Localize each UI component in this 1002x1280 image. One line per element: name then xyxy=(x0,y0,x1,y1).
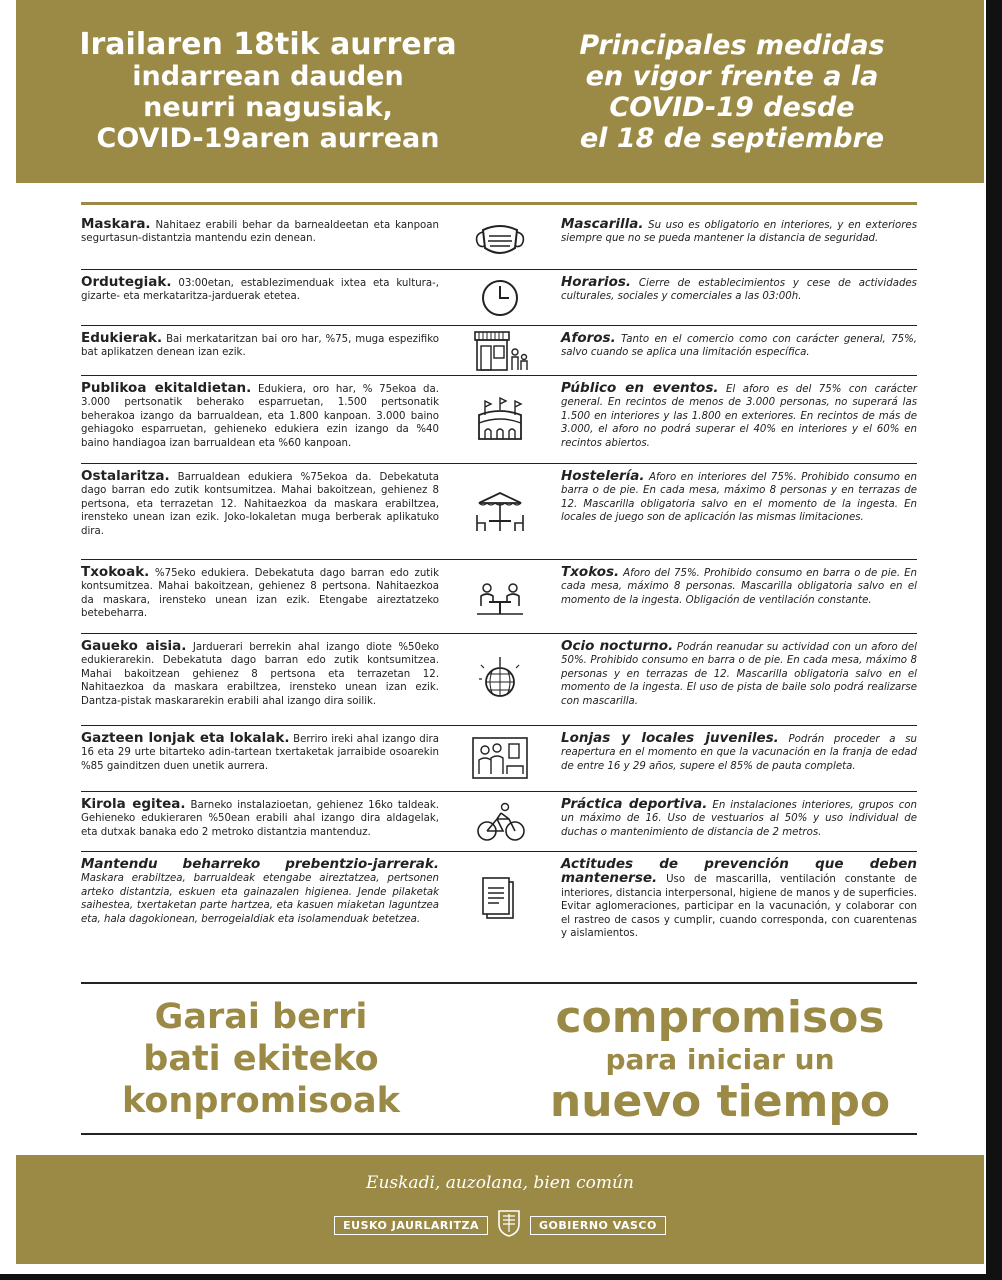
measure-body-es: El aforo es del 75% con carácter general. En recintos de menos de 3.000 personas, no superará las 1.500 en interiores y las 1.800 en exteriores. En recintos de más de 3.000, el aforo no podrá superar el 40% en interiores y el 60% en recintos abiertos. xyxy=(561,384,917,449)
measure-row xyxy=(81,376,917,464)
measure-body-es: Podrán proceder a su reapertura en el momento en que la vacunación en la franja de edad de entre 16 y 29 años, supere el 85% de pauta completa. xyxy=(561,734,918,772)
header-eu-line-4: COVID-19aren aurrean xyxy=(96,123,440,154)
measure-text-es xyxy=(561,792,917,851)
measure-body-es: Cierre de establecimientos y cese de actividades culturales, sociales y comerciales a las 03:00h. xyxy=(561,278,917,303)
header-banner xyxy=(16,0,984,183)
basque-government-shield-icon xyxy=(496,1208,522,1242)
table-people-icon xyxy=(439,560,561,633)
measure-text-es xyxy=(561,270,917,325)
measure-text-eu xyxy=(81,326,439,375)
slogan-eu-line-3: konpromisoak xyxy=(122,1081,400,1121)
footer-banner xyxy=(16,1155,984,1264)
slogan-es xyxy=(540,992,900,1128)
measure-title-es: Práctica deportiva. xyxy=(561,796,708,812)
measure-row xyxy=(81,212,917,270)
measure-row xyxy=(81,634,917,726)
measure-title-es: Aforos. xyxy=(561,330,616,346)
header-eu-line-2: indarrean dauden xyxy=(132,61,404,92)
measure-body-es: Tanto en el comercio como con carácter general, 75%, salvo cuando se aplica una limitación específica. xyxy=(561,334,917,359)
bottom-divider xyxy=(81,1133,917,1135)
measure-text-es xyxy=(561,376,917,463)
youth-venue-icon xyxy=(439,726,561,791)
header-title-es xyxy=(500,0,984,183)
header-eu-line-3: neurri nagusiak, xyxy=(143,92,393,123)
header-title-eu xyxy=(16,0,500,183)
measure-row xyxy=(81,726,917,792)
measure-text-eu xyxy=(81,560,439,633)
measure-text-eu xyxy=(81,726,439,791)
measure-title-es: Público en eventos. xyxy=(561,380,719,396)
measure-title-eu: Ostalaritza. xyxy=(81,468,170,484)
measure-title-eu: Maskara. xyxy=(81,216,151,232)
measure-body-eu: Barneko instalazioetan, gehienez 16ko taldeak. Gehieneko edukieraren %50ean erabili ahal izango dira aldagelak, eta dutxak banaka edo 2 metroko distantzia mantenduz. xyxy=(81,800,439,838)
measure-text-eu xyxy=(81,792,439,851)
header-es-line-2: en vigor frente a la xyxy=(585,60,879,92)
measure-text-eu xyxy=(81,376,439,463)
government-logo xyxy=(16,1208,984,1242)
cyclist-icon xyxy=(439,792,561,851)
measure-row xyxy=(81,852,917,942)
measure-body-eu: Nahitaez erabili behar da barnealdeetan eta kanpoan segurtasun-distantzia mantendu ezin denean. xyxy=(81,220,439,245)
gov-name-eu: EUSKO JAURLARITZA xyxy=(334,1216,488,1235)
slogan-es-line-1: compromisos xyxy=(555,992,885,1043)
measure-title-eu: Gaueko aisia. xyxy=(81,638,187,654)
measure-text-eu xyxy=(81,634,439,725)
measure-row xyxy=(81,270,917,326)
terrace-icon xyxy=(439,464,561,559)
measure-row xyxy=(81,464,917,560)
measure-title-eu: Kirola egitea. xyxy=(81,796,186,812)
header-es-line-4: el 18 de septiembre xyxy=(579,122,885,154)
measure-body-eu: Barrualdean edukiera %75ekoa da. Debekatuta dago barran edo zutik kontsumitzea. Mahai bakoitzean, gehienez 8 pertsona, eta terrazetan 12. Nahitaezkoa da maskara erabiltzea, irensteko unean izan ezik. Joko-lokaletan muga berberak aplikatuko dira. xyxy=(81,472,439,537)
header-es-line-3: COVID-19 desde xyxy=(609,91,855,123)
measure-text-es xyxy=(561,560,917,633)
measure-text-es xyxy=(561,212,917,269)
measure-row xyxy=(81,792,917,852)
measure-text-es xyxy=(561,326,917,375)
measure-text-eu xyxy=(81,464,439,559)
middle-divider xyxy=(81,982,917,984)
measure-body-es: Uso de mascarilla, ventilación constante de interiores, distancia interpersonal, higiene de manos y de superficies. Evitar aglomeraciones, participar en la vacunación, y colaborar con el rastreo de casos y cumplir, cuando corresponda, con cuarentenas y aislamientos. xyxy=(561,874,918,940)
disco-ball-icon xyxy=(439,634,561,725)
measure-body-eu: Bai merkataritzan bai oro har, %75, muga espezifiko bat aplikatzen denean izan ezik. xyxy=(81,334,439,359)
slogan-es-line-3: nuevo tiempo xyxy=(549,1076,891,1127)
measure-title-es: Actitudes de prevención que deben mantenerse. xyxy=(561,856,917,887)
clock-icon xyxy=(439,270,561,325)
stadium-icon xyxy=(439,376,561,463)
gov-name-es: GOBIERNO VASCO xyxy=(530,1216,666,1235)
measure-body-eu: Edukiera, oro har, % 75ekoa da. 3.000 pertsonatik beherako esparruetan, 1.500 pertsonatik beherakoa izango da barrualdean, eta 1.800 kanpoan. 3.000 baino gehiagoko esparruetan, gehieneko edukiera ezin izango da %40 baino handiagoa izan barrualdean eta %60 kanpoan. xyxy=(81,384,439,449)
measure-title-eu: Ordutegiak. xyxy=(81,274,172,290)
slogan-eu-line-2: bati ekiteko xyxy=(143,1039,379,1079)
measure-title-es: Mascarilla. xyxy=(561,216,644,232)
measure-title-eu: Mantendu beharreko prebentzio-jarrerak. xyxy=(81,856,439,872)
measure-text-es xyxy=(561,852,917,942)
measure-title-eu: Edukierak. xyxy=(81,330,163,346)
measure-body-eu: Berriro ireki ahal izango dira 16 eta 29 urte bitarteko adin-tartean txertaketak jarraibide osoarekin %85 gainditzen duen unetik aurrera. xyxy=(81,734,439,772)
header-eu-line-1: Irailaren 18tik aurrera xyxy=(79,27,457,62)
slogan-eu xyxy=(81,996,441,1122)
measure-title-eu: Gazteen lonjak eta lokalak. xyxy=(81,730,290,746)
slogan-es-line-2: para iniciar un xyxy=(605,1043,835,1076)
footer-motto: Euskadi, auzolana, bien común xyxy=(366,1173,634,1193)
mask-icon xyxy=(439,212,561,269)
measures-list xyxy=(81,212,917,942)
measure-body-eu: Jarduerari berrekin ahal izango diote %50eko edukierarekin. Debekatuta dago barran edo zutik kontsumitzea. Mahai bakoitzean gehienez 8 pertsona eta terrazetan 12. Nahitaezkoa da maskara erabiltzea, irensteko unean izan ezik. Dantza-pistak maskararekin erabili ahal izango dira soilik. xyxy=(81,642,440,707)
measure-title-es: Hostelería. xyxy=(561,468,645,484)
measure-body-es: Podrán reanudar su actividad con un aforo del 50%. Prohibido consumo en barra o de pie. En cada mesa, máximo 8 personas y en terrazas de 12. Mascarilla obligatoria salvo en el momento de la ingesta. El uso de pista de baile solo podrá realizarse con mascarilla. xyxy=(561,642,917,707)
measure-title-es: Horarios. xyxy=(561,274,632,290)
documents-icon xyxy=(439,852,561,942)
top-divider xyxy=(81,202,917,205)
measure-text-es xyxy=(561,726,917,791)
measure-text-eu xyxy=(81,212,439,269)
measure-body-es: Aforo en interiores del 75%. Prohibido consumo en barra o de pie. En cada mesa, máximo 8 personas y en terrazas de 12. Mascarilla obligatoria salvo en el momento de la ingesta. En locales de juego son de aplicación las mismas limitaciones. xyxy=(561,472,917,524)
measure-title-eu: Publikoa ekitaldietan. xyxy=(81,380,252,396)
measure-body-es: Su uso es obligatorio en interiores, y en exteriores siempre que no se pueda mantener la distancia de seguridad. xyxy=(561,220,917,245)
slogan-eu-line-1: Garai berri xyxy=(154,997,368,1037)
measure-body-eu: 03:00etan, establezimenduak ixtea eta kultura-, gizarte- eta merkataritza-jarduerak etetea. xyxy=(81,278,439,303)
measure-body-eu: %75eko edukiera. Debekatuta dago barran edo zutik kontsumitzea. Mahai bakoitzean, gehienez 8 pertsona. Nahitaezkoa da maskara, irensteko unean izan ezik. Etengabe aireztatzeko betebeharra. xyxy=(81,568,439,620)
measure-row xyxy=(81,326,917,376)
measure-row xyxy=(81,560,917,634)
measure-title-es: Txokos. xyxy=(561,564,620,580)
shop-icon xyxy=(439,326,561,375)
measure-text-es xyxy=(561,634,917,725)
measure-body-eu: Maskara erabiltzea, barrualdeak etengabe aireztatzea, pertsonen arteko distantzia, eskuen eta gainazalen higienea. Jende pilaketak saihestea, txertaketan parte hartzea, eta kasuen miaketan laguntzea eta, hala dagokionean, berrogeialdiak eta isolamenduak betetzea. xyxy=(81,873,439,925)
measure-text-eu xyxy=(81,852,439,942)
measure-title-es: Lonjas y locales juveniles. xyxy=(561,730,779,746)
measure-title-eu: Txokoak. xyxy=(81,564,150,580)
measure-title-es: Ocio nocturno. xyxy=(561,638,674,654)
measure-body-es: Aforo del 75%. Prohibido consumo en barra o de pie. En cada mesa, máximo 8 personas. Mascarilla obligatoria salvo en el momento de la ingesta. Obligación de ventilación constante. xyxy=(561,568,917,606)
header-es-line-1: Principales medidas xyxy=(579,29,885,61)
measure-body-es: En instalaciones interiores, grupos con un máximo de 16. Uso de vestuarios al 50% y uso individual de duchas o mantenimiento de distancia de 2 metros. xyxy=(561,800,917,838)
measure-text-es xyxy=(561,464,917,559)
measure-text-eu xyxy=(81,270,439,325)
